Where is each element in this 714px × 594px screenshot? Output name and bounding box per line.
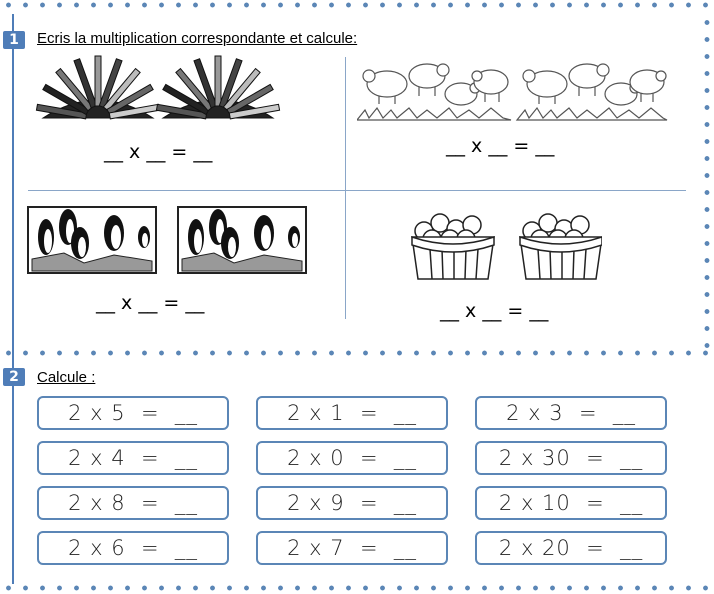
calc-item[interactable]	[475, 531, 667, 565]
calc-item[interactable]	[256, 486, 448, 520]
crayons-answer-blank[interactable]: __ x __ = __	[104, 141, 213, 163]
calc-item[interactable]	[256, 441, 448, 475]
penguins-illustration	[24, 203, 308, 277]
crayons-illustration	[33, 52, 283, 124]
calc-text: 2 x 4 = __	[68, 446, 198, 470]
top-dot-border	[0, 2, 714, 8]
left-border-line	[12, 14, 14, 584]
calc-item[interactable]	[37, 486, 229, 520]
middle-dot-border	[0, 350, 714, 356]
right-dot-border	[704, 14, 710, 354]
grid-vertical-divider	[345, 57, 346, 319]
calc-item[interactable]	[256, 531, 448, 565]
calc-text: 2 x 8 = __	[68, 491, 198, 515]
apples-answer-blank[interactable]: __ x __ = __	[440, 300, 549, 322]
calc-item[interactable]	[475, 486, 667, 520]
calc-text: 2 x 30 = __	[498, 446, 644, 470]
sheep-illustration	[357, 60, 669, 124]
calc-text: 2 x 3 = __	[506, 401, 636, 425]
exercise-2-instruction: Calcule :	[37, 369, 96, 386]
calc-item[interactable]	[475, 441, 667, 475]
calc-item[interactable]	[37, 396, 229, 430]
grid-horizontal-divider	[28, 190, 686, 191]
calc-text: 2 x 6 = __	[68, 536, 198, 560]
calc-item[interactable]	[37, 441, 229, 475]
penguins-answer-blank[interactable]: __ x __ = __	[96, 292, 205, 314]
apple-baskets-illustration	[402, 205, 602, 281]
calc-text: 2 x 9 = __	[287, 491, 417, 515]
bottom-dot-border	[0, 585, 714, 591]
exercise-1-instruction: Ecris la multiplication correspondante et calcule:	[37, 30, 358, 47]
calc-text: 2 x 7 = __	[287, 536, 417, 560]
calc-text: 2 x 20 = __	[498, 536, 644, 560]
calc-item[interactable]	[475, 396, 667, 430]
calc-text: 2 x 10 = __	[498, 491, 644, 515]
calc-item[interactable]	[256, 396, 448, 430]
calc-item[interactable]	[37, 531, 229, 565]
calc-text: 2 x 1 = __	[287, 401, 417, 425]
sheep-answer-blank[interactable]: __ x __ = __	[446, 135, 555, 157]
calc-text: 2 x 0 = __	[287, 446, 417, 470]
calc-text: 2 x 5 = __	[68, 401, 198, 425]
exercise-2-number: 2	[3, 368, 25, 386]
exercise-1-number: 1	[3, 31, 25, 49]
